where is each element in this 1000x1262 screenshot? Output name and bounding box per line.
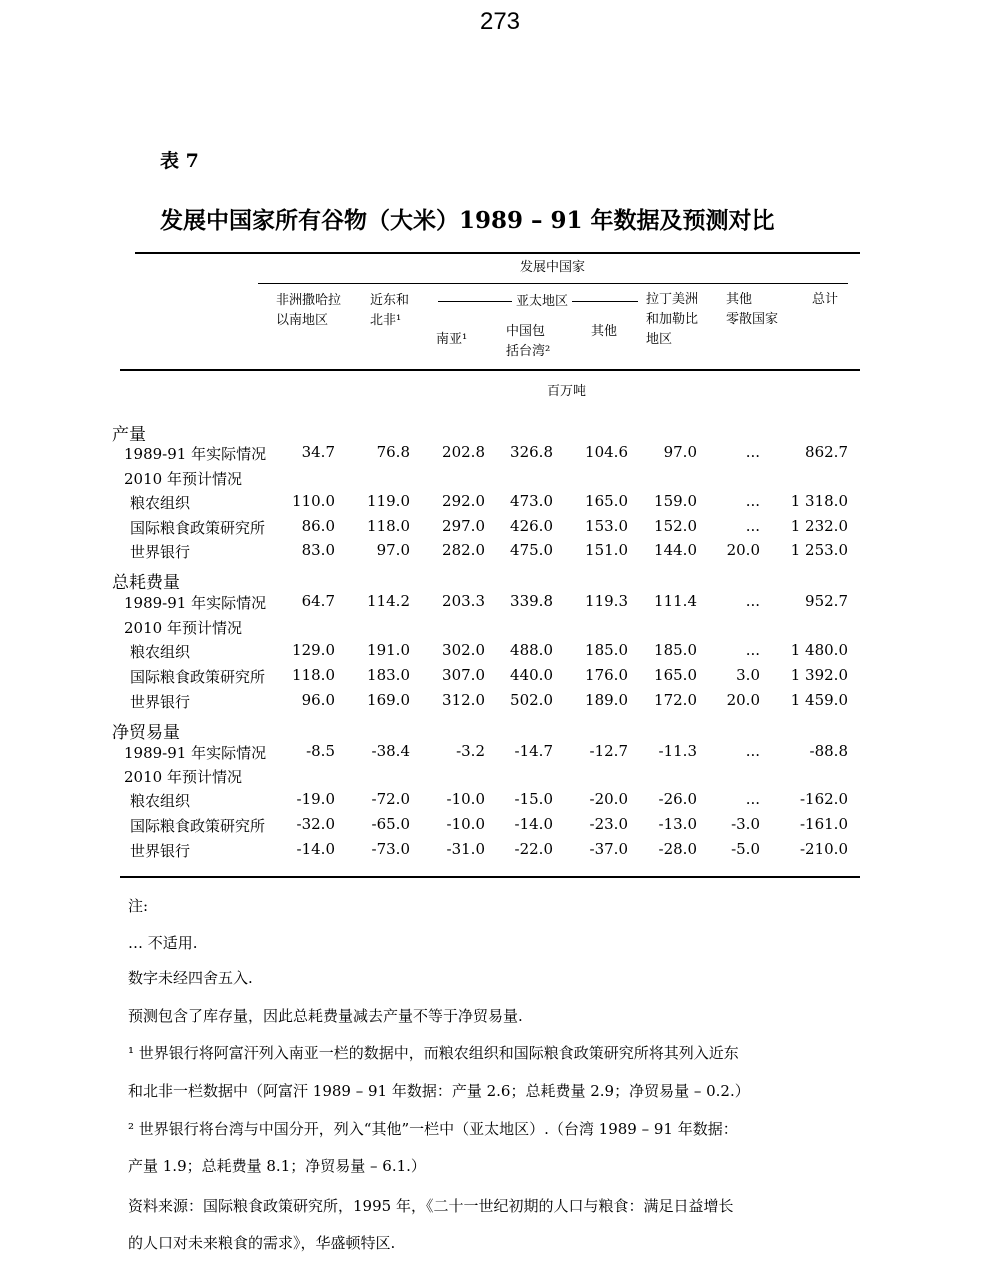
table-cell: ... <box>745 492 760 510</box>
table-cell: 1 459.0 <box>790 691 848 709</box>
table-cell: 118.0 <box>367 517 410 535</box>
table-cell: -15.0 <box>514 790 553 808</box>
note-line: ¹ 世界银行将阿富汗列入南亚一栏的数据中，而粮农组织和国际粮食政策研究所将其列入近东 <box>128 1044 739 1062</box>
row-label: 粮农组织 <box>130 792 191 810</box>
table-cell: 110.0 <box>292 492 335 510</box>
table-cell: -19.0 <box>296 790 335 808</box>
table-row <box>0 541 1000 565</box>
table-cell: 426.0 <box>510 517 553 535</box>
table-cell: 1 318.0 <box>790 492 848 510</box>
row-label: 世界银行 <box>130 693 191 711</box>
row-label: 粮农组织 <box>130 494 191 512</box>
table-row <box>0 691 1000 715</box>
table-cell: 159.0 <box>654 492 697 510</box>
table-cell: 502.0 <box>510 691 553 709</box>
row-label: 净贸易量 <box>112 723 180 743</box>
page-number: 273 <box>479 8 521 35</box>
table-cell: -161.0 <box>799 815 848 833</box>
row-label: 世界银行 <box>130 842 191 860</box>
table-cell: -13.0 <box>658 815 697 833</box>
note-line: 注: <box>128 897 149 915</box>
table-cell: 172.0 <box>654 691 697 709</box>
row-label: 1989-91 年实际情况 <box>124 594 267 612</box>
table-cell: 862.7 <box>805 443 848 461</box>
table-cell: 20.0 <box>726 541 760 559</box>
table-row <box>0 641 1000 665</box>
col-header-1: 非洲撒哈拉 以南地区 <box>276 293 342 328</box>
table-cell: -11.3 <box>658 742 697 760</box>
table-cell: 292.0 <box>442 492 485 510</box>
table-cell: -162.0 <box>799 790 848 808</box>
unit-label: 百万吨 <box>547 384 587 399</box>
table-row <box>0 443 1000 467</box>
table-cell: ... <box>745 443 760 461</box>
table-cell: 297.0 <box>442 517 485 535</box>
table-row <box>0 840 1000 864</box>
table-cell: -14.0 <box>514 815 553 833</box>
row-label: 国际粮食政策研究所 <box>130 817 266 835</box>
table-row <box>0 790 1000 814</box>
table-cell: 440.0 <box>510 666 553 684</box>
row-label: 总耗费量 <box>112 573 180 593</box>
table-cell: -32.0 <box>296 815 335 833</box>
table-row <box>0 718 1000 742</box>
table-cell: -31.0 <box>446 840 485 858</box>
table-cell: 312.0 <box>442 691 485 709</box>
table-cell: 119.3 <box>585 592 628 610</box>
table-cell: 97.0 <box>663 443 697 461</box>
table-row <box>0 815 1000 839</box>
table-cell: 202.8 <box>442 443 485 461</box>
table-row <box>0 766 1000 790</box>
table-cell: ... <box>745 742 760 760</box>
table-row <box>0 666 1000 690</box>
table-cell: -14.7 <box>514 742 553 760</box>
table-row <box>0 617 1000 641</box>
asia-group-header: 亚太地区 <box>512 292 572 312</box>
table-cell: 952.7 <box>805 592 848 610</box>
table-cell: -210.0 <box>799 840 848 858</box>
note-line: 和北非一栏数据中（阿富汗 1989 – 91 年数据：产量 2.6；总耗费量 2.9；净贸易量 – 0.2.） <box>128 1082 750 1100</box>
table-cell: 203.3 <box>442 592 485 610</box>
col-header-2: 近东和 北非¹ <box>370 293 410 328</box>
table-cell: 473.0 <box>510 492 553 510</box>
table-cell: 104.6 <box>585 443 628 461</box>
note-line: 数字未经四舍五入. <box>128 969 253 987</box>
table-cell: -73.0 <box>371 840 410 858</box>
table-cell: -88.8 <box>809 742 848 760</box>
table-cell: -10.0 <box>446 790 485 808</box>
table-cell: 302.0 <box>442 641 485 659</box>
table-cell: 1 253.0 <box>790 541 848 559</box>
table-cell: -38.4 <box>371 742 410 760</box>
table-cell: 1 480.0 <box>790 641 848 659</box>
table-cell: ... <box>745 641 760 659</box>
table-cell: 165.0 <box>654 666 697 684</box>
row-label: 粮农组织 <box>130 643 191 661</box>
table-cell: 76.8 <box>376 443 410 461</box>
table-cell: 488.0 <box>510 641 553 659</box>
top-rule <box>135 252 860 254</box>
table-row <box>0 468 1000 492</box>
col-header-7: 其他 零散国家 <box>726 292 779 327</box>
table-cell: 96.0 <box>301 691 335 709</box>
table-cell: -65.0 <box>371 815 410 833</box>
col-header-6: 拉丁美洲 和加勒比 地区 <box>646 292 699 347</box>
table-cell: 475.0 <box>510 541 553 559</box>
table-row <box>0 420 1000 444</box>
table-row <box>0 592 1000 616</box>
table-title: 发展中国家所有谷物（大米）1989 – 91 年数据及预测对比 <box>160 207 775 234</box>
table-cell: -8.5 <box>306 742 335 760</box>
table-cell: ... <box>745 592 760 610</box>
table-cell: 118.0 <box>292 666 335 684</box>
note-line: 资料来源：国际粮食政策研究所，1995 年，《二十一世纪初期的人口与粮食：满足日益增长 <box>128 1197 734 1215</box>
table-cell: -22.0 <box>514 840 553 858</box>
table-row <box>0 492 1000 516</box>
header-rule <box>120 369 860 371</box>
table-cell: 191.0 <box>367 641 410 659</box>
table-cell: 176.0 <box>585 666 628 684</box>
table-cell: 189.0 <box>585 691 628 709</box>
table-cell: 153.0 <box>585 517 628 535</box>
col-header-4: 中国包 括台湾² <box>506 324 551 359</box>
table-row <box>0 568 1000 592</box>
table-cell: 129.0 <box>292 641 335 659</box>
table-cell: -5.0 <box>731 840 760 858</box>
row-label: 国际粮食政策研究所 <box>130 668 266 686</box>
row-label: 世界银行 <box>130 543 191 561</box>
col-header-5: 其他 <box>591 324 618 339</box>
table-cell: -20.0 <box>589 790 628 808</box>
note-line: 的人口对未来粮食的需求》，华盛顿特区. <box>128 1234 396 1252</box>
table-cell: -28.0 <box>658 840 697 858</box>
note-line: 产量 1.9；总耗费量 8.1；净贸易量 – 6.1.） <box>128 1157 426 1175</box>
col-header-3: 南亚¹ <box>436 332 468 347</box>
group-rule <box>258 283 848 284</box>
table-cell: -72.0 <box>371 790 410 808</box>
table-cell: 185.0 <box>654 641 697 659</box>
table-cell: 97.0 <box>376 541 410 559</box>
table-cell: ... <box>745 517 760 535</box>
table-cell: 1 232.0 <box>790 517 848 535</box>
bottom-rule <box>120 876 860 878</box>
table-cell: -3.0 <box>731 815 760 833</box>
table-cell: ... <box>745 790 760 808</box>
table-cell: 119.0 <box>367 492 410 510</box>
table-cell: 169.0 <box>367 691 410 709</box>
table-cell: -23.0 <box>589 815 628 833</box>
col-header-8: 总计 <box>812 292 839 307</box>
table-cell: -3.2 <box>456 742 485 760</box>
table-cell: -26.0 <box>658 790 697 808</box>
table-cell: 326.8 <box>510 443 553 461</box>
row-label: 1989-91 年实际情况 <box>124 445 267 463</box>
row-label: 2010 年预计情况 <box>124 470 242 488</box>
note-line: 预测包含了库存量，因此总耗费量减去产量不等于净贸易量. <box>128 1007 523 1025</box>
row-label: 2010 年预计情况 <box>124 768 242 786</box>
table-cell: 152.0 <box>654 517 697 535</box>
table-cell: -12.7 <box>589 742 628 760</box>
note-line: ² 世界银行将台湾与中国分开，列入“其他”一栏中（亚太地区）.（台湾 1989 – 91 年数据： <box>128 1120 738 1138</box>
row-label: 国际粮食政策研究所 <box>130 519 266 537</box>
table-cell: 151.0 <box>585 541 628 559</box>
table-row <box>0 742 1000 766</box>
table-cell: 20.0 <box>726 691 760 709</box>
row-label: 2010 年预计情况 <box>124 619 242 637</box>
table-cell: 183.0 <box>367 666 410 684</box>
table-cell: -37.0 <box>589 840 628 858</box>
table-cell: 111.4 <box>654 592 697 610</box>
table-cell: -10.0 <box>446 815 485 833</box>
group-header: 发展中国家 <box>520 260 586 275</box>
table-cell: 34.7 <box>301 443 335 461</box>
table-cell: 86.0 <box>301 517 335 535</box>
table-cell: 339.8 <box>510 592 553 610</box>
table-cell: 1 392.0 <box>790 666 848 684</box>
table-cell: 165.0 <box>585 492 628 510</box>
row-label: 产量 <box>112 425 146 445</box>
table-cell: 185.0 <box>585 641 628 659</box>
table-label: 表 7 <box>160 150 199 172</box>
table-cell: 114.2 <box>367 592 410 610</box>
note-line: … 不适用. <box>128 934 198 952</box>
row-label: 1989-91 年实际情况 <box>124 744 267 762</box>
table-cell: 83.0 <box>301 541 335 559</box>
table-cell: 282.0 <box>442 541 485 559</box>
table-cell: 144.0 <box>654 541 697 559</box>
table-cell: -14.0 <box>296 840 335 858</box>
table-row <box>0 517 1000 541</box>
table-cell: 64.7 <box>301 592 335 610</box>
table-cell: 3.0 <box>736 666 760 684</box>
table-cell: 307.0 <box>442 666 485 684</box>
